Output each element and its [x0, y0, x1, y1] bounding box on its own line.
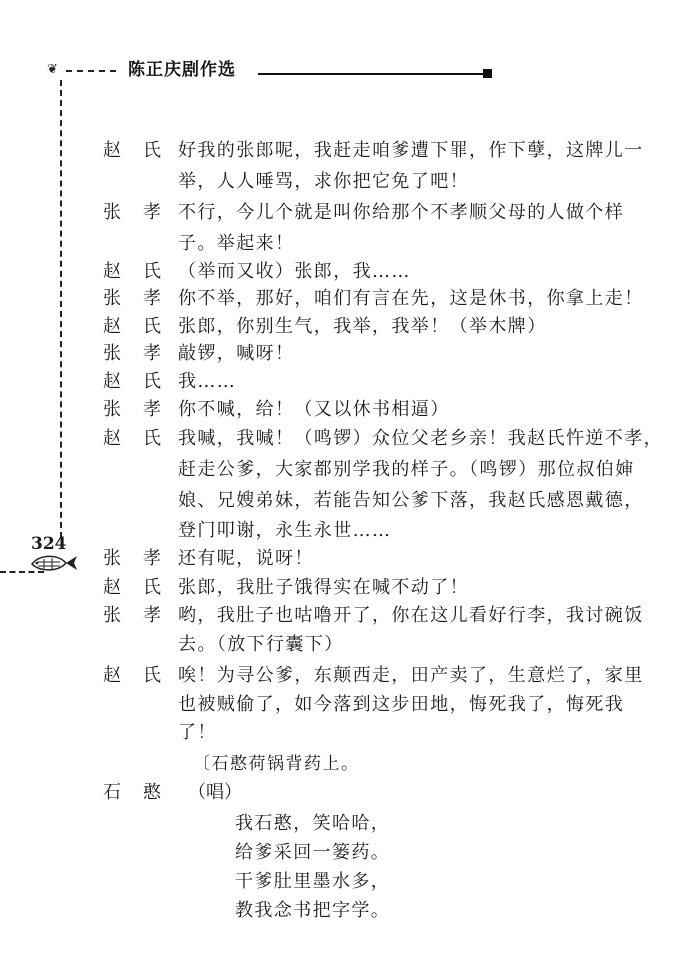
speech-line: 你不喊，给！（又以休书相逼） — [178, 399, 450, 420]
speech-line: 举，人人唾骂，求你把它免了吧！ — [178, 171, 469, 192]
speaker-role: 赵氏 — [103, 261, 183, 282]
speaker-role: 赵氏 — [103, 371, 183, 392]
header-dash-left — [66, 70, 116, 72]
speech-line: 去。（放下行囊下） — [178, 634, 344, 655]
stage-direction: 〔石憨荷锅背药上。 — [193, 754, 360, 774]
margin-dashed-line — [60, 80, 62, 538]
speech-line: 我…… — [178, 371, 237, 392]
speaker-role: 张孝 — [103, 605, 183, 626]
verse-line: 教我念书把字学。 — [235, 900, 391, 921]
speech-line: 哟，我肚子也咕噜开了，你在这儿看好行李，我讨碗饭 — [178, 605, 644, 626]
speaker-role: 张孝 — [103, 548, 183, 569]
speaker-role: 赵氏 — [103, 577, 183, 598]
speaker-role: 张孝 — [103, 202, 183, 223]
running-header-title: 陈正庆剧作选 — [128, 60, 236, 80]
header-rule-end-marker — [483, 69, 492, 78]
speech-line: 不行，今儿个就是叫你给那个不孝顺父母的人做个样 — [178, 202, 625, 223]
speaker-role: 赵氏 — [103, 140, 183, 161]
speech-line: 了！ — [178, 722, 217, 743]
speaker-role: 赵氏 — [103, 428, 183, 449]
header-rule — [258, 73, 486, 75]
speaker-role: 张孝 — [103, 343, 183, 364]
speaker-role: 石憨 — [103, 782, 183, 803]
speech-line: （举而又收）张郎，我…… — [178, 261, 411, 282]
bottom-dashed-line — [0, 571, 44, 573]
ornament-icon: ❦ — [47, 62, 58, 77]
speech-line: 也被贼偷了，如今落到这步田地，悔死我了，悔死我 — [178, 694, 625, 715]
verse-line: 干爹肚里墨水多， — [235, 871, 391, 892]
speech-line: 赶走公爹，大家都别学我的样子。（鸣锣）那位叔伯婶 — [178, 459, 635, 480]
speech-line: 好我的张郎呢，我赶走咱爹遭下罪，作下孽，这牌儿一 — [178, 140, 644, 161]
speech-line: 登门叩谢，永生永世…… — [178, 520, 392, 541]
page-number: 324 — [31, 534, 67, 554]
speaker-role: 张孝 — [103, 399, 183, 420]
speech-line: 娘、兄嫂弟妹，若能告知公爹下落，我赵氏感恩戴德， — [178, 490, 644, 511]
verse-line: 给爹采回一篓药。 — [235, 842, 391, 863]
speech-line: 敲锣，喊呀！ — [178, 343, 295, 364]
speaker-role: 赵氏 — [103, 665, 183, 686]
speech-line: 唉！为寻公爹，东颠西走，田产卖了，生意烂了，家里 — [178, 665, 644, 686]
speech-line: 你不举，那好，咱们有言在先，这是休书，你拿上走！ — [178, 288, 644, 309]
speech-line: 我喊，我喊！（鸣锣）众位父老乡亲！我赵氏忤逆不孝， — [178, 428, 663, 449]
singing-note: （唱） — [188, 782, 242, 803]
verse-line: 我石憨，笑哈哈， — [235, 813, 391, 834]
speech-line: 张郎，你别生气，我举，我举！（举木牌） — [178, 316, 547, 337]
speech-line: 还有呢，说呀！ — [178, 548, 314, 569]
speaker-role: 赵氏 — [103, 316, 183, 337]
speech-line: 张郎，我肚子饿得实在喊不动了！ — [178, 577, 469, 598]
speaker-role: 张孝 — [103, 288, 183, 309]
speech-line: 子。举起来！ — [178, 233, 295, 254]
